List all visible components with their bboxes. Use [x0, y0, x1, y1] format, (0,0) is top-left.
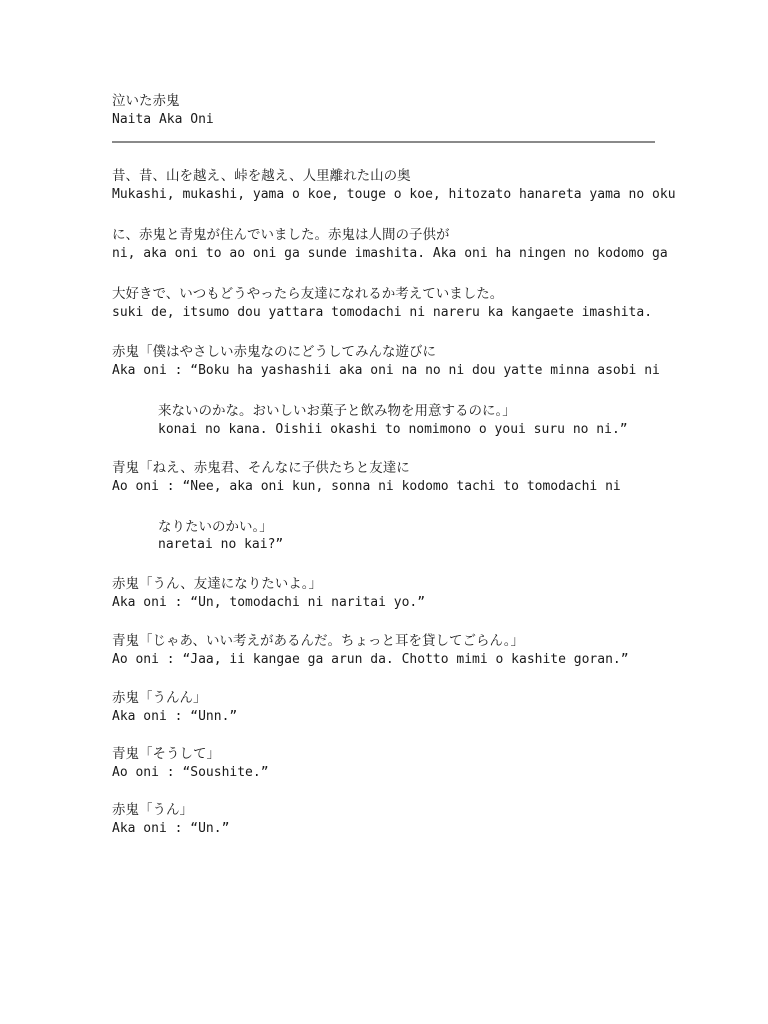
title-romaji: Naita Aka Oni [112, 112, 214, 127]
line-2-romaji: ni, aka oni to ao oni ga sunde imashita. Aka oni ha ningen no kodomo ga [112, 246, 668, 261]
line-6-japanese: 青鬼「ねえ、赤鬼君、そんなに子供たちと友達に [112, 460, 410, 476]
line-10-romaji: Aka oni : “Unn.” [112, 709, 238, 724]
line-1-japanese: 昔、昔、山を越え、峠を越え、人里離れた山の奥 [112, 168, 411, 184]
line-3-japanese: 大好きで、いつもどうやったら友達になれるか考えていました。 [112, 286, 504, 302]
line-11-japanese: 青鬼「そうして」 [112, 746, 220, 762]
line-12-japanese: 赤鬼「うん」 [112, 802, 193, 818]
line-1-romaji: Mukashi, mukashi, yama o koe, touge o koe, hitozato hanareta yama no oku [112, 187, 676, 202]
line-7-romaji: naretai no kai?” [158, 537, 284, 552]
line-2-japanese: に、赤鬼と青鬼が住んでいました。赤鬼は人間の子供が [112, 227, 450, 243]
line-9-japanese: 青鬼「じゃあ、いい考えがあるんだ。ちょっと耳を貸してごらん。」 [112, 633, 525, 649]
line-8-romaji: Aka oni : “Un, tomodachi ni naritai yo.” [112, 595, 426, 610]
line-8-japanese: 赤鬼「うん、友達になりたいよ。」 [112, 576, 323, 592]
line-9-romaji: Ao oni : “Jaa, ii kangae ga arun da. Chotto mimi o kashite goran.” [112, 652, 629, 667]
line-7-japanese: なりたいのかい。」 [158, 519, 273, 535]
line-12-romaji: Aka oni : “Un.” [112, 821, 230, 836]
line-4-romaji: Aka oni : “Boku ha yashashii aka oni na no ni dou yatte minna asobi ni [112, 363, 660, 378]
title-divider [112, 141, 655, 143]
line-10-japanese: 赤鬼「うんん」 [112, 690, 207, 706]
line-5-romaji: konai no kana. Oishii okashi to nomimono o youi suru no ni.” [158, 422, 628, 437]
line-4-japanese: 赤鬼「僕はやさしい赤鬼なのにどうしてみんな遊びに [112, 344, 436, 360]
title-japanese: 泣いた赤鬼 [112, 93, 180, 109]
line-6-romaji: Ao oni : “Nee, aka oni kun, sonna ni kodomo tachi to tomodachi ni [112, 479, 621, 494]
line-11-romaji: Ao oni : “Soushite.” [112, 765, 269, 780]
line-5-japanese: 来ないのかな。おいしいお菓子と飲み物を用意するのに。」 [158, 403, 516, 419]
line-3-romaji: suki de, itsumo dou yattara tomodachi ni nareru ka kangaete imashita. [112, 305, 653, 320]
